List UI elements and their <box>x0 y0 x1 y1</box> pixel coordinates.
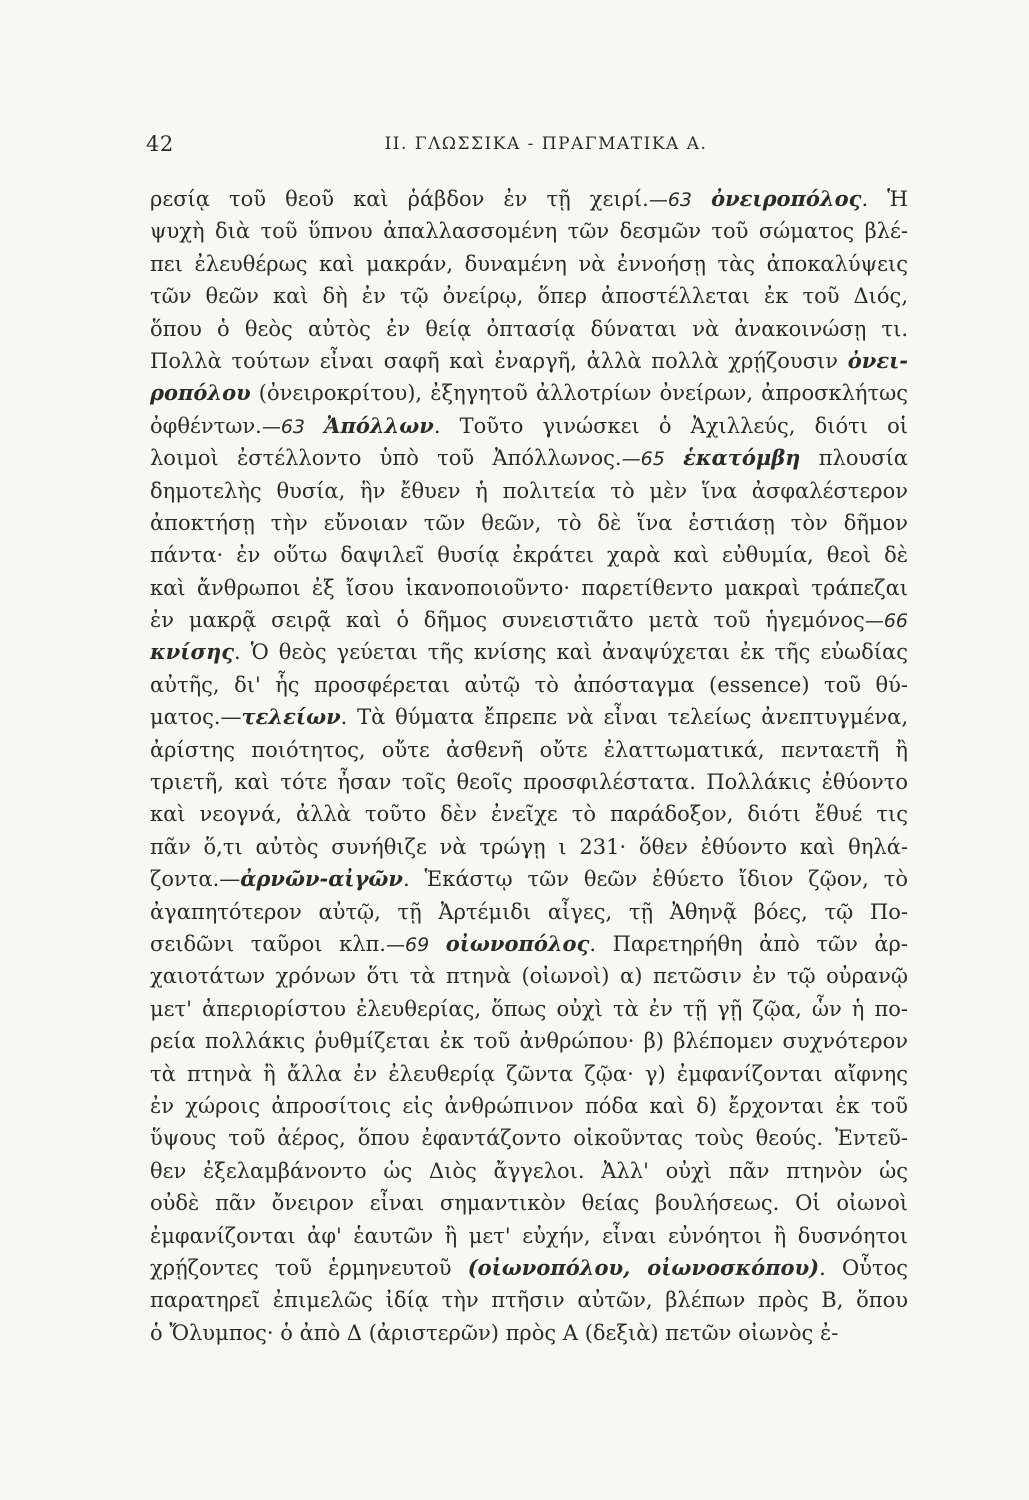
text-segment <box>665 446 683 470</box>
text-line <box>150 604 908 636</box>
text-segment: — <box>220 705 242 730</box>
note-number: —65 <box>621 448 665 471</box>
text-line <box>150 410 908 442</box>
text-line <box>150 669 908 701</box>
text-line <box>150 701 908 733</box>
text-line <box>150 863 908 895</box>
text-segment: ἐν χώροις ἀπροσίτοις εἰς ἀνθρώπινον πόδα καὶ δ) ἔρχονται ἐκ τοῦ <box>150 1093 908 1118</box>
text-segment: καὶ ἄνθρωποι ἐξ ἴσου ἱκανοποιοῦντο· παρετίθεντο μακραὶ τράπεζαι <box>150 575 908 600</box>
text-segment <box>305 414 324 438</box>
text-segment: πλουσία <box>800 446 908 471</box>
text-segment: . Ὁ θεὸς γεύεται τῆς κνίσης καὶ ἀναψύχεται ἐκ τῆς εὐωδίας <box>234 640 908 665</box>
headword: ὀνειροπόλος <box>711 186 862 211</box>
text-segment: . Παρετηρήθη ἀπὸ τῶν ἀρ- <box>589 931 908 956</box>
text-segment: τὰ πτηνὰ ἢ ἄλλα ἐν ἐλευθερίᾳ ζῶντα ζῷα· γ) ἐμφανίζονται αἴφνης <box>150 1061 908 1086</box>
text-line <box>150 183 908 215</box>
text-segment: τῶν θεῶν καὶ δὴ ἐν τῷ ὀνείρῳ, ὅπερ ἀποστέλλεται ἐκ τοῦ Διός, <box>150 284 908 309</box>
text-segment: ρεία πολλάκις ῥυθμίζεται ἐκ τοῦ ἀνθρώπου· β) βλέπομεν συχνότερον <box>150 1029 908 1054</box>
text-line <box>150 993 908 1025</box>
text-line <box>150 928 908 960</box>
text-segment: πάντα· ἐν οὕτω δαψιλεῖ θυσίᾳ ἐκράτει χαρὰ καὶ εὐθυμία, θεοὶ δὲ <box>150 543 908 568</box>
text-line <box>150 1090 908 1122</box>
text-segment: Πολλὰ τούτων εἶναι σαφῆ καὶ ἐναργῆ, ἀλλὰ πολλὰ χρῄζουσιν <box>150 348 848 373</box>
text-segment: αὐτῆς, δι' ἧς προσφέρεται αὐτῷ τὸ ἀπόσταγμα (essence) τοῦ θύ- <box>150 672 908 697</box>
text-segment: ὁ Ὄλυμπος· ὁ ἀπὸ Δ (ἀριστερῶν) πρὸς Α (δεξιὰ) πετῶν οἰωνὸς ἐ- <box>150 1320 839 1345</box>
text-segment: πᾶν ὅ,τι αὐτὸς συνήθιζε νὰ τρώγῃ ι 231· ὅθεν ἐθύοντο καὶ θηλά- <box>150 834 908 859</box>
text-line <box>150 377 908 409</box>
text-line <box>150 539 908 571</box>
text-line <box>150 1284 908 1316</box>
text-line <box>150 345 908 377</box>
headword: οἰωνοπόλος <box>445 930 590 956</box>
text-line <box>150 831 908 863</box>
text-line <box>150 734 908 766</box>
text-segment: χαιοτάτων χρόνων ὅτι τὰ πτηνὰ (οἰωνοὶ) α) πετῶσιν ἐν τῷ οὐρανῷ <box>150 964 908 989</box>
headword: ροπόλου <box>150 380 251 406</box>
text-segment: χρῄζοντες τοῦ ἑρμηνευτοῦ <box>150 1255 468 1280</box>
text-segment: θεν ἐξελαμβάνοντο ὡς Διὸς ἄγγελοι. Ἀλλ' οὐχὶ πᾶν πτηνὸν ὡς <box>150 1158 908 1183</box>
body-text <box>150 183 908 1349</box>
text-segment: σειδῶνι ταῦροι κλπ. <box>150 931 386 956</box>
text-line <box>150 1155 908 1187</box>
page-header <box>146 132 906 156</box>
text-line <box>150 572 908 604</box>
text-line <box>150 442 908 474</box>
text-line <box>150 280 908 312</box>
text-segment <box>429 932 446 956</box>
text-segment: τριετῆ, καὶ τότε ἦσαν τοῖς θεοῖς προσφιλέστατα. Πολλάκις ἐθύοντο <box>150 770 908 795</box>
text-segment: ἐν μακρᾷ σειρᾷ καὶ ὁ δῆμος συνειστιᾶτο μετὰ τοῦ ἡγεμόνος <box>150 608 865 633</box>
text-segment: (ὀνειροκρίτου), ἐξηγητοῦ ἀλλοτρίων ὀνείρων, ἀπροσκλήτως <box>250 381 908 406</box>
text-segment <box>692 187 711 211</box>
text-line <box>150 1317 908 1349</box>
text-line <box>150 1187 908 1219</box>
text-segment: ματος. <box>150 705 221 730</box>
text-segment: λοιμοὶ ἐστέλλοντο ὑπὸ τοῦ Ἀπόλλωνος. <box>150 446 622 471</box>
text-segment: . Τὰ θύματα ἔπρεπε νὰ εἶναι τελείως ἀνεπτυγμένα, <box>340 705 908 730</box>
text-segment: ὀφθέντων. <box>150 413 262 438</box>
text-line <box>150 248 908 280</box>
text-line <box>150 475 908 507</box>
text-segment: ἀρίστης ποιότητος, οὔτε ἀσθενῆ οὔτε ἐλαττωματικά, πενταετῆ ἢ <box>150 737 908 762</box>
headword: τελείων <box>241 704 341 730</box>
note-number: —63 <box>648 189 693 211</box>
headword: ὀνει- <box>847 347 908 373</box>
text-segment: ὅπου ὁ θεὸς αὐτὸς ἐν θείᾳ ὀπτασίᾳ δύναται νὰ ἀνακοινώσῃ τι. <box>150 316 908 341</box>
text-segment: ζοντα. <box>150 867 220 892</box>
page-number: 42 <box>146 132 174 156</box>
text-segment: δημοτελὴς θυσία, ἣν ἔθυεν ἡ πολιτεία τὸ μὲν ἵνα ἀσφαλέστερον <box>150 478 908 503</box>
note-number: —63 <box>261 415 306 438</box>
text-line <box>150 798 908 830</box>
text-line <box>150 636 908 668</box>
text-line <box>150 1220 908 1252</box>
note-number: —66 <box>864 610 908 633</box>
text-line <box>150 507 908 539</box>
running-title: II. ΓΛΩΣΣΙΚΑ - ΠΡΑΓΜΑΤΙΚΑ Α. <box>384 134 708 154</box>
text-segment: πει ἐλευθέρως καὶ μακράν, δυναμένη νὰ ἐννοήσῃ τὰς ἀποκαλύψεις <box>150 251 908 276</box>
text-line <box>150 1122 908 1154</box>
text-segment: . Οὗτος <box>819 1255 908 1280</box>
text-line <box>150 313 908 345</box>
text-line <box>150 215 908 247</box>
text-segment: ἐμφανίζονται ἀφ' ἑαυτῶν ἢ μετ' εὐχήν, εἶναι εὐνόητοι ἢ δυσνόητοι <box>150 1223 908 1248</box>
text-line <box>150 1025 908 1057</box>
text-segment: ἀποκτήσῃ τὴν εὔνοιαν τῶν θεῶν, τὸ δὲ ἵνα ἑστιάσῃ τὸν δῆμον <box>150 510 908 535</box>
text-line <box>150 1058 908 1090</box>
text-segment: καὶ νεογνά, ἀλλὰ τοῦτο δὲν ἐνεῖχε τὸ παράδοξον, διότι ἔθυέ τις <box>150 802 908 827</box>
text-segment: ψυχὴ διὰ τοῦ ὕπνου ἀπαλλασσομένη τῶν δεσμῶν τοῦ σώματος βλέ- <box>150 219 908 244</box>
text-line <box>150 896 908 928</box>
text-segment: παρατηρεῖ ἐπιμελῶς ἰδίᾳ τὴν πτῆσιν αὐτῶν, βλέπων πρὸς Β, ὅπου <box>150 1288 908 1313</box>
text-segment: μετ' ἀπεριορίστου ἐλευθερίας, ὅπως οὐχὶ τὰ ἐν τῇ γῇ ζῷα, ὧν ἡ πο- <box>150 996 908 1021</box>
headword: Ἀπόλλων <box>324 412 434 438</box>
note-number: —69 <box>385 933 430 956</box>
headword: (οἰωνοπόλου, οἰωνοσκόπου) <box>467 1254 820 1280</box>
text-segment: — <box>219 867 241 892</box>
text-segment: . Ἡ <box>861 187 908 211</box>
headword: ἑκατόμβη <box>683 445 801 471</box>
text-segment: ἀγαπητότερον αὐτῷ, τῇ Ἀρτέμιδι αἶγες, τῇ Ἀθηνᾷ βόες, τῷ Πο- <box>150 899 908 924</box>
text-segment: ὕψους τοῦ ἀέρος, ὅπου ἐφαντάζοντο οἰκοῦντας τοὺς θεούς. Ἐντεῦ- <box>150 1126 908 1151</box>
text-line <box>150 1252 908 1284</box>
text-segment: ρεσίᾳ τοῦ θεοῦ καὶ ῥάβδον ἐν τῇ χειρί. <box>150 187 649 211</box>
text-line <box>150 960 908 992</box>
text-segment: . Τοῦτο γινώσκει ὁ Ἀχιλλεύς, διότι οἱ <box>433 413 908 438</box>
headword: κνίσης <box>150 639 235 665</box>
text-segment: . Ἑκάστῳ τῶν θεῶν ἐθύετο ἴδιον ζῷον, τὸ <box>403 867 908 892</box>
text-segment: οὐδὲ πᾶν ὄνειρον εἶναι σημαντικὸν θείας βουλήσεως. Οἱ οἰωνοὶ <box>150 1191 908 1216</box>
headword: ἀρνῶν-αἰγῶν <box>240 866 403 892</box>
text-line <box>150 766 908 798</box>
